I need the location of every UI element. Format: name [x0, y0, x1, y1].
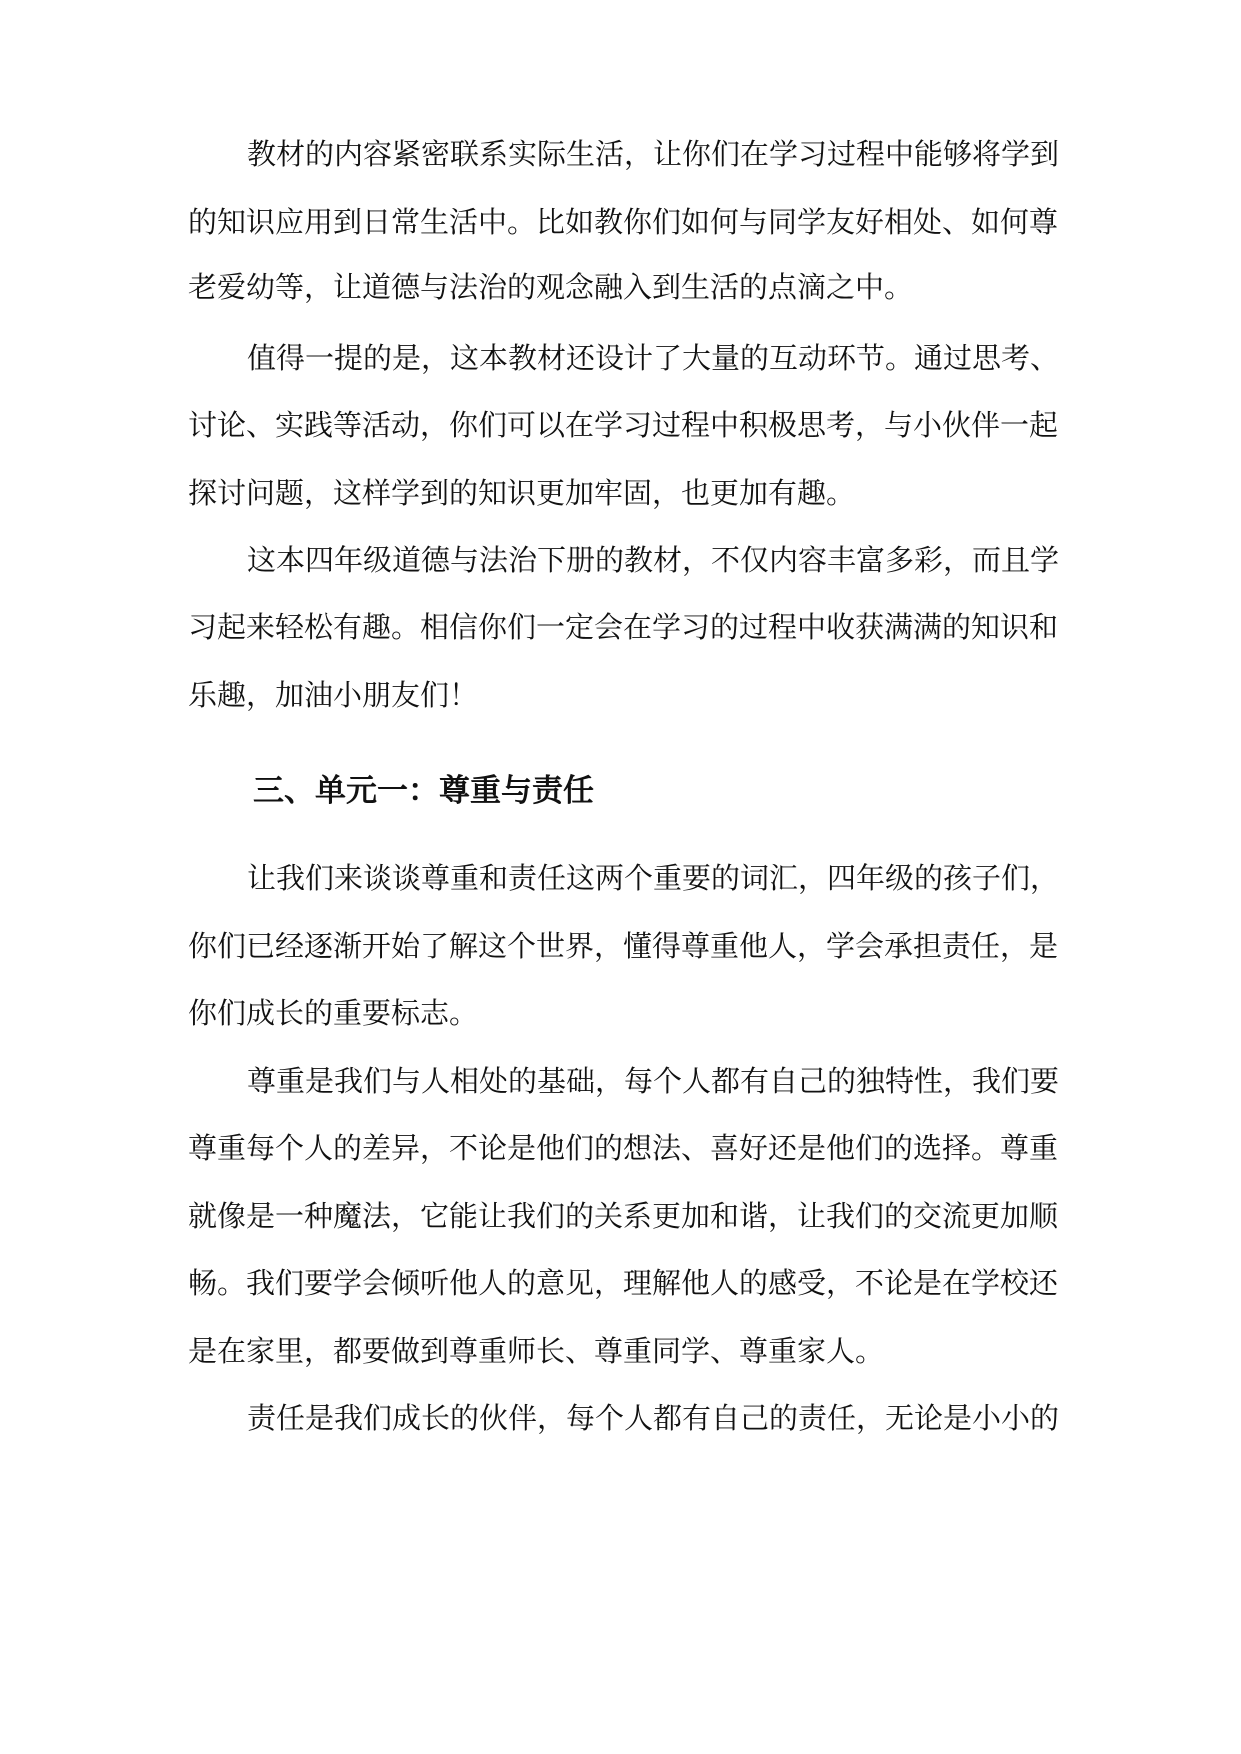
paragraph-line: 习起来轻松有趣。相信你们一定会在学习的过程中收获满满的知识和 [188, 610, 1059, 644]
paragraph-line: 这本四年级道德与法治下册的教材，不仅内容丰富多彩，而且学 [247, 543, 1060, 577]
paragraph-line: 的知识应用到日常生活中。比如教你们如何与同学友好相处、如何尊 [188, 205, 1059, 239]
paragraph-line: 畅。我们要学会倾听他人的意见，理解他人的感受，不论是在学校还 [188, 1266, 1059, 1300]
paragraph-line: 尊重是我们与人相处的基础，每个人都有自己的独特性，我们要 [247, 1064, 1060, 1098]
paragraph-line: 责任是我们成长的伙伴，每个人都有自己的责任，无论是小小的 [247, 1401, 1060, 1435]
paragraph-line: 你们已经逐渐开始了解这个世界，懂得尊重他人，学会承担责任，是 [188, 929, 1059, 963]
paragraph-line: 老爱幼等，让道德与法治的观念融入到生活的点滴之中。 [188, 270, 914, 304]
paragraph-line: 值得一提的是，这本教材还设计了大量的互动环节。通过思考、 [247, 341, 1060, 375]
paragraph-line: 乐趣，加油小朋友们！ [188, 678, 479, 712]
paragraph-line: 就像是一种魔法，它能让我们的关系更加和谐，让我们的交流更加顺 [188, 1199, 1059, 1233]
paragraph-line: 教材的内容紧密联系实际生活，让你们在学习过程中能够将学到 [247, 137, 1060, 171]
paragraph-line: 探讨问题，这样学到的知识更加牢固，也更加有趣。 [188, 476, 856, 510]
paragraph-line: 讨论、实践等活动，你们可以在学习过程中积极思考，与小伙伴一起 [188, 408, 1059, 442]
section-heading: 三、单元一：尊重与责任 [253, 773, 594, 809]
paragraph-line: 是在家里，都要做到尊重师长、尊重同学、尊重家人。 [188, 1334, 885, 1368]
paragraph-line: 你们成长的重要标志。 [188, 996, 479, 1030]
paragraph-line: 尊重每个人的差异，不论是他们的想法、喜好还是他们的选择。尊重 [188, 1131, 1059, 1165]
paragraph-line: 让我们来谈谈尊重和责任这两个重要的词汇，四年级的孩子们， [247, 861, 1060, 895]
